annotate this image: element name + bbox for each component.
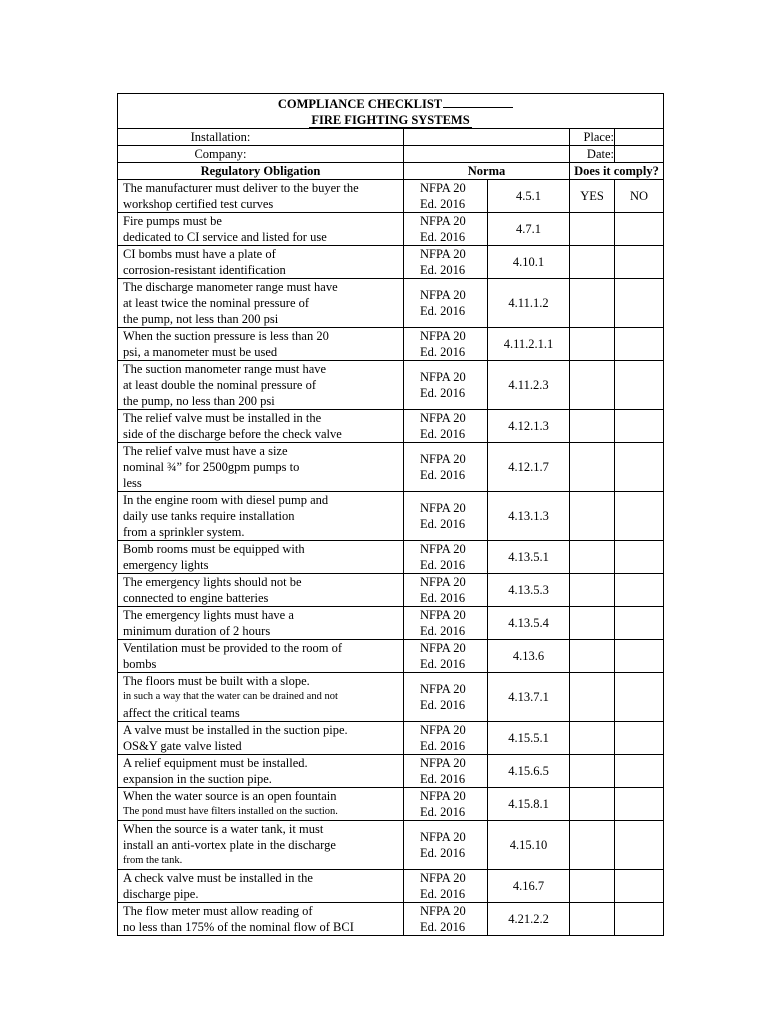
norm-line: NFPA 20 (420, 830, 466, 844)
obligation-line: When the water source is an open fountain (123, 789, 337, 803)
no-checkbox-cell[interactable] (615, 443, 664, 492)
no-checkbox-cell[interactable] (615, 607, 664, 640)
checklist-row (118, 755, 664, 788)
yes-checkbox-cell[interactable] (570, 410, 615, 443)
section-cell: 4.11.2.1.1 (488, 328, 570, 361)
section-cell: 4.15.8.1 (488, 788, 570, 821)
obligation-line: The emergency lights should not be (123, 575, 302, 589)
norm-line: NFPA 20 (420, 370, 466, 384)
norm-line: Ed. 2016 (420, 805, 466, 819)
no-checkbox-cell[interactable] (615, 788, 664, 821)
norm-cell (404, 213, 488, 246)
checklist-row (118, 492, 664, 541)
norm-cell (404, 870, 488, 903)
yes-checkbox-cell[interactable] (570, 180, 615, 213)
obligation-line: the pump, not less than 200 psi (123, 312, 279, 326)
section-cell: 4.10.1 (488, 246, 570, 279)
norm-line: Ed. 2016 (420, 920, 466, 934)
checklist-row (118, 410, 664, 443)
yes-checkbox-cell[interactable] (570, 246, 615, 279)
norm-line: NFPA 20 (420, 682, 466, 696)
no-checkbox-cell[interactable] (615, 492, 664, 541)
obligation-line: expansion in the suction pipe. (123, 772, 272, 786)
norm-line: Ed. 2016 (420, 624, 466, 638)
obligation-line: install an anti-vortex plate in the discharge (123, 838, 336, 852)
checklist-row (118, 607, 664, 640)
norm-line: Ed. 2016 (420, 846, 466, 860)
installation-label: Installation: (118, 129, 404, 146)
norm-line: NFPA 20 (420, 542, 466, 556)
checklist-title (118, 94, 664, 129)
no-checkbox-cell[interactable] (615, 673, 664, 722)
norm-line: NFPA 20 (420, 789, 466, 803)
yes-checkbox-cell[interactable] (570, 607, 615, 640)
section-cell: 4.13.5.1 (488, 541, 570, 574)
yes-checkbox-cell[interactable] (570, 640, 615, 673)
obligation-line: nominal ¾” for 2500gpm pumps to (123, 460, 300, 474)
norm-line: Ed. 2016 (420, 345, 466, 359)
obligation-line: OS&Y gate valve listed (123, 739, 242, 753)
obligation-line: side of the discharge before the check valve (123, 427, 342, 441)
checklist-row (118, 722, 664, 755)
norm-cell (404, 821, 488, 870)
checklist-row (118, 279, 664, 328)
obligation-line: corrosion-resistant identification (123, 263, 286, 277)
yes-checkbox-cell[interactable] (570, 361, 615, 410)
obligation-line: A valve must be installed in the suction pipe. (123, 723, 348, 737)
obligation-cell (118, 673, 404, 722)
obligation-cell (118, 180, 404, 213)
title-line-2: FIRE FIGHTING SYSTEMS (311, 113, 470, 127)
obligation-cell (118, 574, 404, 607)
obligation-line: discharge pipe. (123, 887, 199, 901)
obligation-line: CI bombs must have a plate of (123, 247, 276, 261)
comply-column-header: Does it comply? (570, 163, 664, 180)
norm-line: Ed. 2016 (420, 887, 466, 901)
norm-line: NFPA 20 (420, 329, 466, 343)
norm-cell (404, 755, 488, 788)
checklist-row (118, 443, 664, 492)
no-checkbox-cell[interactable] (615, 755, 664, 788)
obligation-column-header: Regulatory Obligation (118, 163, 404, 180)
norm-line: NFPA 20 (420, 501, 466, 515)
no-checkbox-cell[interactable] (615, 213, 664, 246)
norm-line: NFPA 20 (420, 181, 466, 195)
norm-cell (404, 328, 488, 361)
no-checkbox-cell[interactable] (615, 328, 664, 361)
obligation-line: no less than 175% of the nominal flow of BCI (123, 920, 354, 934)
norm-line: NFPA 20 (420, 608, 466, 622)
norm-cell (404, 903, 488, 936)
obligation-line: daily use tanks require installation (123, 509, 295, 523)
obligation-line: When the suction pressure is less than 20 (123, 329, 329, 343)
obligation-cell (118, 410, 404, 443)
norm-cell (404, 180, 488, 213)
obligation-line: The manufacturer must deliver to the buyer the (123, 181, 359, 195)
no-checkbox-cell[interactable] (615, 574, 664, 607)
section-cell: 4.16.7 (488, 870, 570, 903)
no-checkbox-cell[interactable] (615, 821, 664, 870)
norm-line: Ed. 2016 (420, 558, 466, 572)
obligation-cell (118, 361, 404, 410)
obligation-cell (118, 328, 404, 361)
no-checkbox-cell[interactable] (615, 410, 664, 443)
norm-line: NFPA 20 (420, 871, 466, 885)
norm-line: Ed. 2016 (420, 304, 466, 318)
yes-checkbox-cell[interactable] (570, 279, 615, 328)
obligation-line: in such a way that the water can be drained and not (123, 691, 338, 702)
date-label: Date: (570, 146, 615, 163)
norma-column-header: Norma (404, 163, 570, 180)
obligation-line: A check valve must be installed in the (123, 871, 313, 885)
section-cell: 4.13.5.4 (488, 607, 570, 640)
no-label: NO (629, 189, 649, 203)
checklist-row (118, 640, 664, 673)
norm-cell (404, 541, 488, 574)
norm-line: Ed. 2016 (420, 263, 466, 277)
obligation-line: Ventilation must be provided to the room of (123, 641, 343, 655)
section-cell: 4.11.1.2 (488, 279, 570, 328)
obligation-cell (118, 788, 404, 821)
yes-checkbox-cell[interactable] (570, 722, 615, 755)
section-cell: 4.21.2.2 (488, 903, 570, 936)
obligation-line: A relief equipment must be installed. (123, 756, 308, 770)
obligation-cell (118, 279, 404, 328)
obligation-cell (118, 821, 404, 870)
obligation-line: workshop certified test curves (123, 197, 274, 211)
norm-cell (404, 492, 488, 541)
no-checkbox-cell[interactable] (615, 722, 664, 755)
checklist-row (118, 903, 664, 936)
obligation-cell (118, 755, 404, 788)
checklist-row (118, 541, 664, 574)
place-value[interactable] (615, 129, 664, 146)
norm-cell (404, 410, 488, 443)
company-value[interactable] (404, 146, 570, 163)
obligation-cell (118, 640, 404, 673)
yes-checkbox-cell[interactable] (570, 673, 615, 722)
norm-line: NFPA 20 (420, 904, 466, 918)
yes-checkbox-cell[interactable] (570, 541, 615, 574)
obligation-line: The emergency lights must have a (123, 608, 294, 622)
norm-cell (404, 574, 488, 607)
norm-line: NFPA 20 (420, 723, 466, 737)
no-checkbox-cell[interactable] (615, 903, 664, 936)
no-checkbox-cell[interactable] (615, 870, 664, 903)
norm-line: NFPA 20 (420, 756, 466, 770)
obligation-line: at least double the nominal pressure of (123, 378, 316, 392)
norm-line: NFPA 20 (420, 452, 466, 466)
section-cell: 4.11.2.3 (488, 361, 570, 410)
company-label: Company: (118, 146, 404, 163)
no-checkbox-cell[interactable] (615, 640, 664, 673)
norm-line: Ed. 2016 (420, 772, 466, 786)
obligation-cell (118, 443, 404, 492)
obligation-line: the pump, no less than 200 psi (123, 394, 275, 408)
obligation-cell (118, 213, 404, 246)
obligation-line: dedicated to CI service and listed for use (123, 230, 327, 244)
obligation-line: The floors must be built with a slope. (123, 674, 310, 688)
date-value[interactable] (615, 146, 664, 163)
norm-line: NFPA 20 (420, 641, 466, 655)
norm-line: Ed. 2016 (420, 427, 466, 441)
norm-line: Ed. 2016 (420, 230, 466, 244)
checklist-row (118, 574, 664, 607)
section-cell: 4.12.1.3 (488, 410, 570, 443)
norm-cell (404, 673, 488, 722)
norm-line: Ed. 2016 (420, 698, 466, 712)
obligation-line: minimum duration of 2 hours (123, 624, 271, 638)
section-cell: 4.15.6.5 (488, 755, 570, 788)
checklist-row (118, 180, 664, 213)
obligation-line: emergency lights (123, 558, 209, 572)
norm-cell (404, 246, 488, 279)
yes-checkbox-cell[interactable] (570, 755, 615, 788)
yes-checkbox-cell[interactable] (570, 492, 615, 541)
norm-line: Ed. 2016 (420, 468, 466, 482)
yes-checkbox-cell[interactable] (570, 788, 615, 821)
norm-line: Ed. 2016 (420, 386, 466, 400)
yes-checkbox-cell[interactable] (570, 574, 615, 607)
checklist-row (118, 328, 664, 361)
no-checkbox-cell[interactable] (615, 246, 664, 279)
section-cell: 4.13.5.3 (488, 574, 570, 607)
norm-cell (404, 361, 488, 410)
norm-line: NFPA 20 (420, 247, 466, 261)
checklist-row (118, 821, 664, 870)
title-line-1: COMPLIANCE CHECKLIST (277, 97, 443, 111)
checklist-row (118, 870, 664, 903)
obligation-line: affect the critical teams (123, 706, 240, 720)
obligation-line: When the source is a water tank, it must (123, 822, 324, 836)
norm-line: Ed. 2016 (420, 197, 466, 211)
yes-label: YES (580, 189, 604, 203)
section-cell: 4.12.1.7 (488, 443, 570, 492)
norm-cell (404, 722, 488, 755)
obligation-line: The relief valve must be installed in the (123, 411, 322, 425)
yes-checkbox-cell[interactable] (570, 213, 615, 246)
yes-checkbox-cell[interactable] (570, 328, 615, 361)
obligation-cell (118, 607, 404, 640)
norm-line: NFPA 20 (420, 288, 466, 302)
obligation-line: The flow meter must allow reading of (123, 904, 313, 918)
section-cell: 4.13.6 (488, 640, 570, 673)
obligation-line: The pond must have filters installed on the suction. (123, 806, 338, 817)
no-checkbox-cell[interactable] (615, 541, 664, 574)
obligation-line: from the tank. (123, 855, 183, 866)
obligation-line: less (123, 476, 142, 490)
obligation-cell (118, 246, 404, 279)
obligation-line: In the engine room with diesel pump and (123, 493, 329, 507)
obligation-line: psi, a manometer must be used (123, 345, 278, 359)
section-cell: 4.7.1 (488, 213, 570, 246)
obligation-line: Fire pumps must be (123, 214, 222, 228)
section-cell: 4.15.5.1 (488, 722, 570, 755)
obligation-line: bombs (123, 657, 157, 671)
norm-line: NFPA 20 (420, 411, 466, 425)
obligation-cell (118, 903, 404, 936)
compliance-checklist-table (117, 93, 664, 936)
checklist-row (118, 361, 664, 410)
yes-checkbox-cell[interactable] (570, 870, 615, 903)
section-cell: 4.13.1.3 (488, 492, 570, 541)
obligation-cell (118, 541, 404, 574)
no-checkbox-cell[interactable] (615, 279, 664, 328)
yes-checkbox-cell[interactable] (570, 443, 615, 492)
norm-line: NFPA 20 (420, 214, 466, 228)
place-label: Place: (570, 129, 615, 146)
norm-cell (404, 788, 488, 821)
section-cell: 4.5.1 (488, 180, 570, 213)
norm-line: Ed. 2016 (420, 591, 466, 605)
norm-line: Ed. 2016 (420, 657, 466, 671)
installation-value[interactable] (404, 129, 570, 146)
norm-cell (404, 443, 488, 492)
checklist-row (118, 213, 664, 246)
no-checkbox-cell[interactable] (615, 361, 664, 410)
checklist-row (118, 673, 664, 722)
norm-cell (404, 607, 488, 640)
norm-line: NFPA 20 (420, 575, 466, 589)
norm-line: Ed. 2016 (420, 517, 466, 531)
obligation-line: The suction manometer range must have (123, 362, 327, 376)
obligation-cell (118, 870, 404, 903)
obligation-line: connected to engine batteries (123, 591, 269, 605)
section-cell: 4.13.7.1 (488, 673, 570, 722)
section-cell: 4.15.10 (488, 821, 570, 870)
checklist-row (118, 788, 664, 821)
yes-checkbox-cell[interactable] (570, 821, 615, 870)
checklist-row (118, 246, 664, 279)
obligation-line: The discharge manometer range must have (123, 280, 338, 294)
norm-cell (404, 279, 488, 328)
obligation-line: The relief valve must have a size (123, 444, 288, 458)
no-checkbox-cell[interactable] (615, 180, 664, 213)
obligation-line: at least twice the nominal pressure of (123, 296, 310, 310)
obligation-line: from a sprinkler system. (123, 525, 245, 539)
norm-line: Ed. 2016 (420, 739, 466, 753)
obligation-line: Bomb rooms must be equipped with (123, 542, 305, 556)
obligation-cell (118, 722, 404, 755)
obligation-cell (118, 492, 404, 541)
norm-cell (404, 640, 488, 673)
yes-checkbox-cell[interactable] (570, 903, 615, 936)
